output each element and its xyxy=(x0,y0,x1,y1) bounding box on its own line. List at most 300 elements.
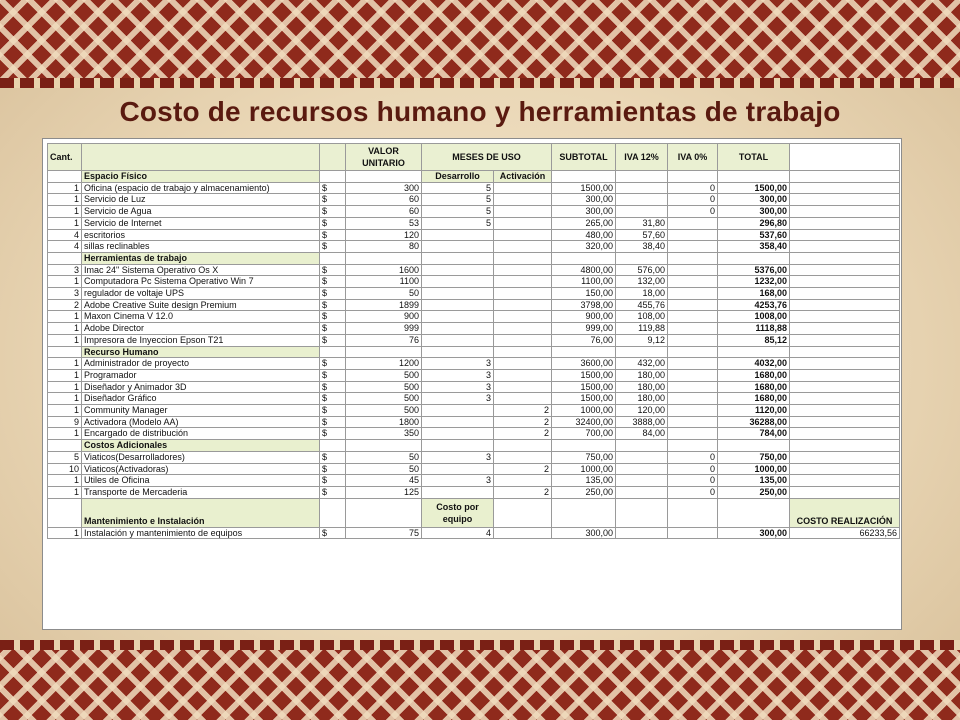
table-cell xyxy=(790,334,900,346)
section-header-row xyxy=(48,346,900,358)
cell-description: Diseñador Gráfico xyxy=(82,393,320,405)
cell-meses-activacion xyxy=(494,323,552,335)
cell-cant: 1 xyxy=(48,206,82,218)
cell-valor-unitario: 300 xyxy=(346,182,422,194)
cell-subtotal: 700,00 xyxy=(552,428,616,440)
cell-total: 300,00 xyxy=(718,527,790,539)
cell-cant: 1 xyxy=(48,334,82,346)
table-cell xyxy=(790,405,900,417)
header-subtotal: SUBTOTAL xyxy=(552,144,616,171)
cell-cant: 1 xyxy=(48,194,82,206)
cell-meses-desarrollo xyxy=(422,323,494,335)
header-iva-0: IVA 0% xyxy=(668,144,718,171)
table-cell xyxy=(616,498,668,527)
table-cell xyxy=(790,463,900,475)
table-cell xyxy=(346,498,422,527)
cell-iva-0 xyxy=(668,288,718,300)
cell-meses-desarrollo: 3 xyxy=(422,358,494,370)
cell-valor-unitario: 500 xyxy=(346,405,422,417)
cost-table xyxy=(47,143,900,539)
cell-costo-realizacion: 66233,56 xyxy=(790,527,900,539)
cell-description: escritorios xyxy=(82,229,320,241)
table-cell xyxy=(494,498,552,527)
cell-iva-12: 38,40 xyxy=(616,241,668,253)
cell-subtotal: 1000,00 xyxy=(552,405,616,417)
table-cell xyxy=(668,346,718,358)
cell-description: Diseñador y Animador 3D xyxy=(82,381,320,393)
cell-subtotal: 1000,00 xyxy=(552,463,616,475)
cell-valor-unitario: 53 xyxy=(346,217,422,229)
cell-iva-0 xyxy=(668,229,718,241)
cell-description: regulador de voltaje UPS xyxy=(82,288,320,300)
cell-total: 1118,88 xyxy=(718,323,790,335)
cell-cant: 1 xyxy=(48,405,82,417)
cell-subtotal: 76,00 xyxy=(552,334,616,346)
cell-cant: 4 xyxy=(48,241,82,253)
cell-total: 296,80 xyxy=(718,217,790,229)
section-title: Recurso Humano xyxy=(82,346,320,358)
table-row xyxy=(48,206,900,218)
cell-total: 784,00 xyxy=(718,428,790,440)
cell-total: 250,00 xyxy=(718,486,790,498)
cell-iva-0 xyxy=(668,405,718,417)
table-cell xyxy=(718,498,790,527)
cell-meses-activacion xyxy=(494,229,552,241)
cell-valor-unitario: 1899 xyxy=(346,299,422,311)
cell-cant: 1 xyxy=(48,217,82,229)
section-header-row xyxy=(48,171,900,183)
cell-meses-desarrollo xyxy=(422,311,494,323)
table-cell xyxy=(346,252,422,264)
cell-subtotal: 265,00 xyxy=(552,217,616,229)
cell-meses-activacion xyxy=(494,264,552,276)
section-col-activacion xyxy=(494,440,552,452)
slide-title: Costo de recursos humano y herramientas de trabajo xyxy=(119,96,841,127)
cell-currency: $ xyxy=(320,451,346,463)
cell-currency: $ xyxy=(320,381,346,393)
table-row xyxy=(48,194,900,206)
table-cell xyxy=(346,440,422,452)
table-row xyxy=(48,369,900,381)
table-row xyxy=(48,428,900,440)
table-cell xyxy=(790,451,900,463)
decorative-border-top xyxy=(0,0,960,88)
table-cell xyxy=(790,311,900,323)
cell-total: 168,00 xyxy=(718,288,790,300)
cell-iva-12: 3888,00 xyxy=(616,416,668,428)
cell-meses-desarrollo xyxy=(422,299,494,311)
cell-cant: 1 xyxy=(48,182,82,194)
cell-description: Encargado de distribución xyxy=(82,428,320,440)
table-row xyxy=(48,463,900,475)
section-title: Herramientas de trabajo xyxy=(82,252,320,264)
table-cell xyxy=(320,252,346,264)
cell-cant: 4 xyxy=(48,229,82,241)
table-cell xyxy=(790,194,900,206)
cell-iva-12 xyxy=(616,463,668,475)
cell-subtotal: 1500,00 xyxy=(552,381,616,393)
cell-description: Servicio de Luz xyxy=(82,194,320,206)
table-row xyxy=(48,241,900,253)
header-meses-de-uso: MESES DE USO xyxy=(422,144,552,171)
cell-meses-activacion xyxy=(494,311,552,323)
table-row xyxy=(48,334,900,346)
cell-currency: $ xyxy=(320,527,346,539)
table-cell xyxy=(790,428,900,440)
table-cell xyxy=(790,264,900,276)
table-row xyxy=(48,182,900,194)
table-row xyxy=(48,358,900,370)
cell-currency: $ xyxy=(320,217,346,229)
cell-iva-0 xyxy=(668,428,718,440)
cell-description: Maxon Cinema V 12.0 xyxy=(82,311,320,323)
cell-meses-desarrollo xyxy=(422,288,494,300)
maintenance-header-row xyxy=(48,498,900,527)
table-cell xyxy=(668,252,718,264)
table-cell xyxy=(48,346,82,358)
table-row xyxy=(48,276,900,288)
cell-subtotal: 1500,00 xyxy=(552,182,616,194)
cell-iva-0 xyxy=(668,393,718,405)
cell-cant: 3 xyxy=(48,288,82,300)
cell-iva-0: 0 xyxy=(668,451,718,463)
cell-currency: $ xyxy=(320,276,346,288)
cell-meses-activacion: 2 xyxy=(494,463,552,475)
table-row xyxy=(48,381,900,393)
cell-iva-12: 120,00 xyxy=(616,405,668,417)
cell-subtotal: 300,00 xyxy=(552,527,616,539)
table-cell xyxy=(668,498,718,527)
cell-iva-12 xyxy=(616,527,668,539)
table-cell xyxy=(790,276,900,288)
cell-description: Utiles de Oficina xyxy=(82,475,320,487)
cell-meses-activacion xyxy=(494,393,552,405)
cell-description: Transporte de Mercaderia xyxy=(82,486,320,498)
cell-subtotal: 300,00 xyxy=(552,194,616,206)
table-cell xyxy=(790,206,900,218)
cell-description: Servicio de Internet xyxy=(82,217,320,229)
cell-valor-unitario: 1600 xyxy=(346,264,422,276)
cell-iva-12: 31,80 xyxy=(616,217,668,229)
cell-description: Viaticos(Desarrolladores) xyxy=(82,451,320,463)
cost-table-panel xyxy=(42,138,902,630)
header-iva-12: IVA 12% xyxy=(616,144,668,171)
table-cell xyxy=(616,346,668,358)
cell-iva-0: 0 xyxy=(668,182,718,194)
cell-meses-desarrollo xyxy=(422,276,494,288)
cell-subtotal: 900,00 xyxy=(552,311,616,323)
cell-description: Adobe Director xyxy=(82,323,320,335)
table-row xyxy=(48,405,900,417)
cell-valor-unitario: 75 xyxy=(346,527,422,539)
table-cell xyxy=(790,229,900,241)
decorative-border-bottom xyxy=(0,640,960,720)
cell-description: Community Manager xyxy=(82,405,320,417)
cell-meses-activacion xyxy=(494,369,552,381)
cell-iva-0: 0 xyxy=(668,194,718,206)
cell-subtotal: 4800,00 xyxy=(552,264,616,276)
cell-meses-activacion xyxy=(494,206,552,218)
section-col-desarrollo xyxy=(422,440,494,452)
cell-total: 300,00 xyxy=(718,206,790,218)
cell-meses-activacion: 2 xyxy=(494,405,552,417)
cell-iva-12: 432,00 xyxy=(616,358,668,370)
cell-description: Activadora (Modelo AA) xyxy=(82,416,320,428)
cell-iva-12 xyxy=(616,451,668,463)
cell-valor-unitario: 60 xyxy=(346,206,422,218)
table-cell xyxy=(718,252,790,264)
cell-currency: $ xyxy=(320,311,346,323)
table-cell xyxy=(552,346,616,358)
table-cell xyxy=(790,381,900,393)
cell-total: 4032,00 xyxy=(718,358,790,370)
cell-description: sillas reclinables xyxy=(82,241,320,253)
section-col-desarrollo xyxy=(422,252,494,264)
cell-description: Adobe Creative Suite design Premium xyxy=(82,299,320,311)
cell-description: Servicio de Agua xyxy=(82,206,320,218)
table-cell xyxy=(616,252,668,264)
cell-meses-desarrollo xyxy=(422,416,494,428)
table-row xyxy=(48,323,900,335)
cell-subtotal: 3600,00 xyxy=(552,358,616,370)
cell-subtotal: 1100,00 xyxy=(552,276,616,288)
cell-cant: 1 xyxy=(48,369,82,381)
cell-subtotal: 135,00 xyxy=(552,475,616,487)
cell-valor-unitario: 125 xyxy=(346,486,422,498)
cell-iva-0 xyxy=(668,334,718,346)
table-cell xyxy=(790,393,900,405)
cell-meses-desarrollo: 4 xyxy=(422,527,494,539)
cell-description: Imac 24" Sistema Operativo Os X xyxy=(82,264,320,276)
cell-meses-desarrollo xyxy=(422,264,494,276)
table-row xyxy=(48,475,900,487)
table-cell xyxy=(718,440,790,452)
cell-iva-0 xyxy=(668,381,718,393)
cell-meses-desarrollo: 3 xyxy=(422,381,494,393)
cell-total: 1680,00 xyxy=(718,381,790,393)
cell-meses-activacion: 2 xyxy=(494,428,552,440)
cell-subtotal: 320,00 xyxy=(552,241,616,253)
cell-currency: $ xyxy=(320,475,346,487)
cell-subtotal: 32400,00 xyxy=(552,416,616,428)
header-valor-unitario: VALOR UNITARIO xyxy=(346,144,422,171)
cell-meses-desarrollo xyxy=(422,229,494,241)
table-cell xyxy=(790,182,900,194)
section-title: Espacio Físico xyxy=(82,171,320,183)
cell-currency: $ xyxy=(320,428,346,440)
table-cell xyxy=(320,171,346,183)
table-cell xyxy=(718,346,790,358)
table-cell xyxy=(790,475,900,487)
table-cell xyxy=(790,358,900,370)
cell-cant: 5 xyxy=(48,451,82,463)
section-col-desarrollo xyxy=(422,346,494,358)
table-row xyxy=(48,264,900,276)
cell-meses-activacion xyxy=(494,241,552,253)
cell-meses-activacion xyxy=(494,299,552,311)
cell-valor-unitario: 120 xyxy=(346,229,422,241)
cell-currency: $ xyxy=(320,369,346,381)
cell-total: 537,60 xyxy=(718,229,790,241)
cell-iva-0 xyxy=(668,299,718,311)
cell-meses-activacion xyxy=(494,358,552,370)
cell-currency: $ xyxy=(320,486,346,498)
cell-iva-12 xyxy=(616,206,668,218)
cell-iva-0 xyxy=(668,323,718,335)
cell-description: Computadora Pc Sistema Operativo Win 7 xyxy=(82,276,320,288)
cell-iva-0: 0 xyxy=(668,475,718,487)
cell-cant: 9 xyxy=(48,416,82,428)
cell-valor-unitario: 50 xyxy=(346,451,422,463)
costo-realizacion-label: COSTO REALIZACIÓN xyxy=(790,498,900,527)
cell-currency: $ xyxy=(320,463,346,475)
table-cell xyxy=(790,346,900,358)
cell-iva-12 xyxy=(616,182,668,194)
cell-iva-12: 132,00 xyxy=(616,276,668,288)
table-cell xyxy=(790,369,900,381)
cell-cant: 1 xyxy=(48,311,82,323)
cell-meses-activacion: 2 xyxy=(494,486,552,498)
table-cell xyxy=(320,498,346,527)
cell-meses-desarrollo xyxy=(422,428,494,440)
table-cell xyxy=(552,171,616,183)
table-cell xyxy=(48,498,82,527)
cell-currency: $ xyxy=(320,299,346,311)
section-col-costo-por-equipo: Costo por equipo xyxy=(422,498,494,527)
cell-description: Administrador de proyecto xyxy=(82,358,320,370)
cell-valor-unitario: 500 xyxy=(346,381,422,393)
table-cell xyxy=(320,440,346,452)
cell-meses-activacion xyxy=(494,217,552,229)
cell-meses-desarrollo: 5 xyxy=(422,194,494,206)
cell-iva-12: 455,76 xyxy=(616,299,668,311)
cell-meses-desarrollo: 3 xyxy=(422,451,494,463)
cell-description: Oficina (espacio de trabajo y almacenamiento) xyxy=(82,182,320,194)
cell-iva-0: 0 xyxy=(668,206,718,218)
cell-total: 1120,00 xyxy=(718,405,790,417)
table-cell xyxy=(346,346,422,358)
cell-currency: $ xyxy=(320,206,346,218)
cell-currency: $ xyxy=(320,182,346,194)
cell-valor-unitario: 50 xyxy=(346,288,422,300)
table-cell xyxy=(346,171,422,183)
cell-currency: $ xyxy=(320,323,346,335)
cell-currency: $ xyxy=(320,194,346,206)
cell-total: 1008,00 xyxy=(718,311,790,323)
cell-total: 36288,00 xyxy=(718,416,790,428)
cell-total: 4253,76 xyxy=(718,299,790,311)
cell-currency: $ xyxy=(320,334,346,346)
cell-valor-unitario: 1200 xyxy=(346,358,422,370)
cell-iva-12: 180,00 xyxy=(616,381,668,393)
cell-iva-12: 576,00 xyxy=(616,264,668,276)
cell-meses-desarrollo xyxy=(422,405,494,417)
table-row xyxy=(48,527,900,539)
cost-table-body xyxy=(48,144,900,539)
cell-total: 85,12 xyxy=(718,334,790,346)
table-cell xyxy=(552,252,616,264)
cell-iva-0 xyxy=(668,276,718,288)
cell-iva-12: 9,12 xyxy=(616,334,668,346)
table-cell xyxy=(668,440,718,452)
cell-meses-desarrollo: 5 xyxy=(422,206,494,218)
table-row xyxy=(48,299,900,311)
table-row xyxy=(48,311,900,323)
table-cell xyxy=(48,171,82,183)
cell-meses-activacion xyxy=(494,475,552,487)
table-cell xyxy=(790,217,900,229)
cell-valor-unitario: 76 xyxy=(346,334,422,346)
table-cell xyxy=(790,252,900,264)
cell-iva-12 xyxy=(616,475,668,487)
section-title: Mantenimiento e Instalación xyxy=(82,498,320,527)
cell-iva-0 xyxy=(668,241,718,253)
cell-currency: $ xyxy=(320,416,346,428)
cell-meses-desarrollo: 5 xyxy=(422,182,494,194)
cell-iva-0 xyxy=(668,358,718,370)
cell-currency: $ xyxy=(320,358,346,370)
cell-meses-desarrollo: 3 xyxy=(422,369,494,381)
cell-cant: 3 xyxy=(48,264,82,276)
cell-iva-12: 119,88 xyxy=(616,323,668,335)
cell-valor-unitario: 60 xyxy=(346,194,422,206)
cell-cant: 1 xyxy=(48,393,82,405)
table-row xyxy=(48,486,900,498)
section-col-activacion: Activación xyxy=(494,171,552,183)
cell-valor-unitario: 45 xyxy=(346,475,422,487)
table-cell xyxy=(320,346,346,358)
cell-meses-desarrollo xyxy=(422,463,494,475)
header-cant: Cant. xyxy=(48,144,82,171)
cell-description: Programador xyxy=(82,369,320,381)
table-row xyxy=(48,217,900,229)
table-cell xyxy=(790,486,900,498)
cell-cant: 1 xyxy=(48,323,82,335)
cell-description: Instalación y mantenimiento de equipos xyxy=(82,527,320,539)
cell-subtotal: 1500,00 xyxy=(552,393,616,405)
cell-cant: 1 xyxy=(48,527,82,539)
table-cell xyxy=(668,171,718,183)
cell-description: Impresora de Inyeccion Epson T21 xyxy=(82,334,320,346)
cell-currency: $ xyxy=(320,393,346,405)
cell-total: 300,00 xyxy=(718,194,790,206)
table-cell xyxy=(552,440,616,452)
cell-subtotal: 150,00 xyxy=(552,288,616,300)
cell-valor-unitario: 1100 xyxy=(346,276,422,288)
cell-meses-desarrollo: 3 xyxy=(422,475,494,487)
cell-meses-activacion: 2 xyxy=(494,416,552,428)
table-cell xyxy=(48,252,82,264)
cell-subtotal: 3798,00 xyxy=(552,299,616,311)
section-header-row xyxy=(48,440,900,452)
cell-valor-unitario: 350 xyxy=(346,428,422,440)
cell-iva-12: 84,00 xyxy=(616,428,668,440)
cell-cant: 10 xyxy=(48,463,82,475)
cell-meses-activacion xyxy=(494,451,552,463)
cell-cant: 2 xyxy=(48,299,82,311)
section-col-activacion xyxy=(494,346,552,358)
cell-total: 1232,00 xyxy=(718,276,790,288)
cell-valor-unitario: 80 xyxy=(346,241,422,253)
cell-valor-unitario: 50 xyxy=(346,463,422,475)
table-row xyxy=(48,451,900,463)
cell-iva-12: 180,00 xyxy=(616,369,668,381)
table-cell xyxy=(616,171,668,183)
table-cell xyxy=(48,440,82,452)
cell-cant: 1 xyxy=(48,475,82,487)
cell-meses-desarrollo: 3 xyxy=(422,393,494,405)
cell-total: 5376,00 xyxy=(718,264,790,276)
